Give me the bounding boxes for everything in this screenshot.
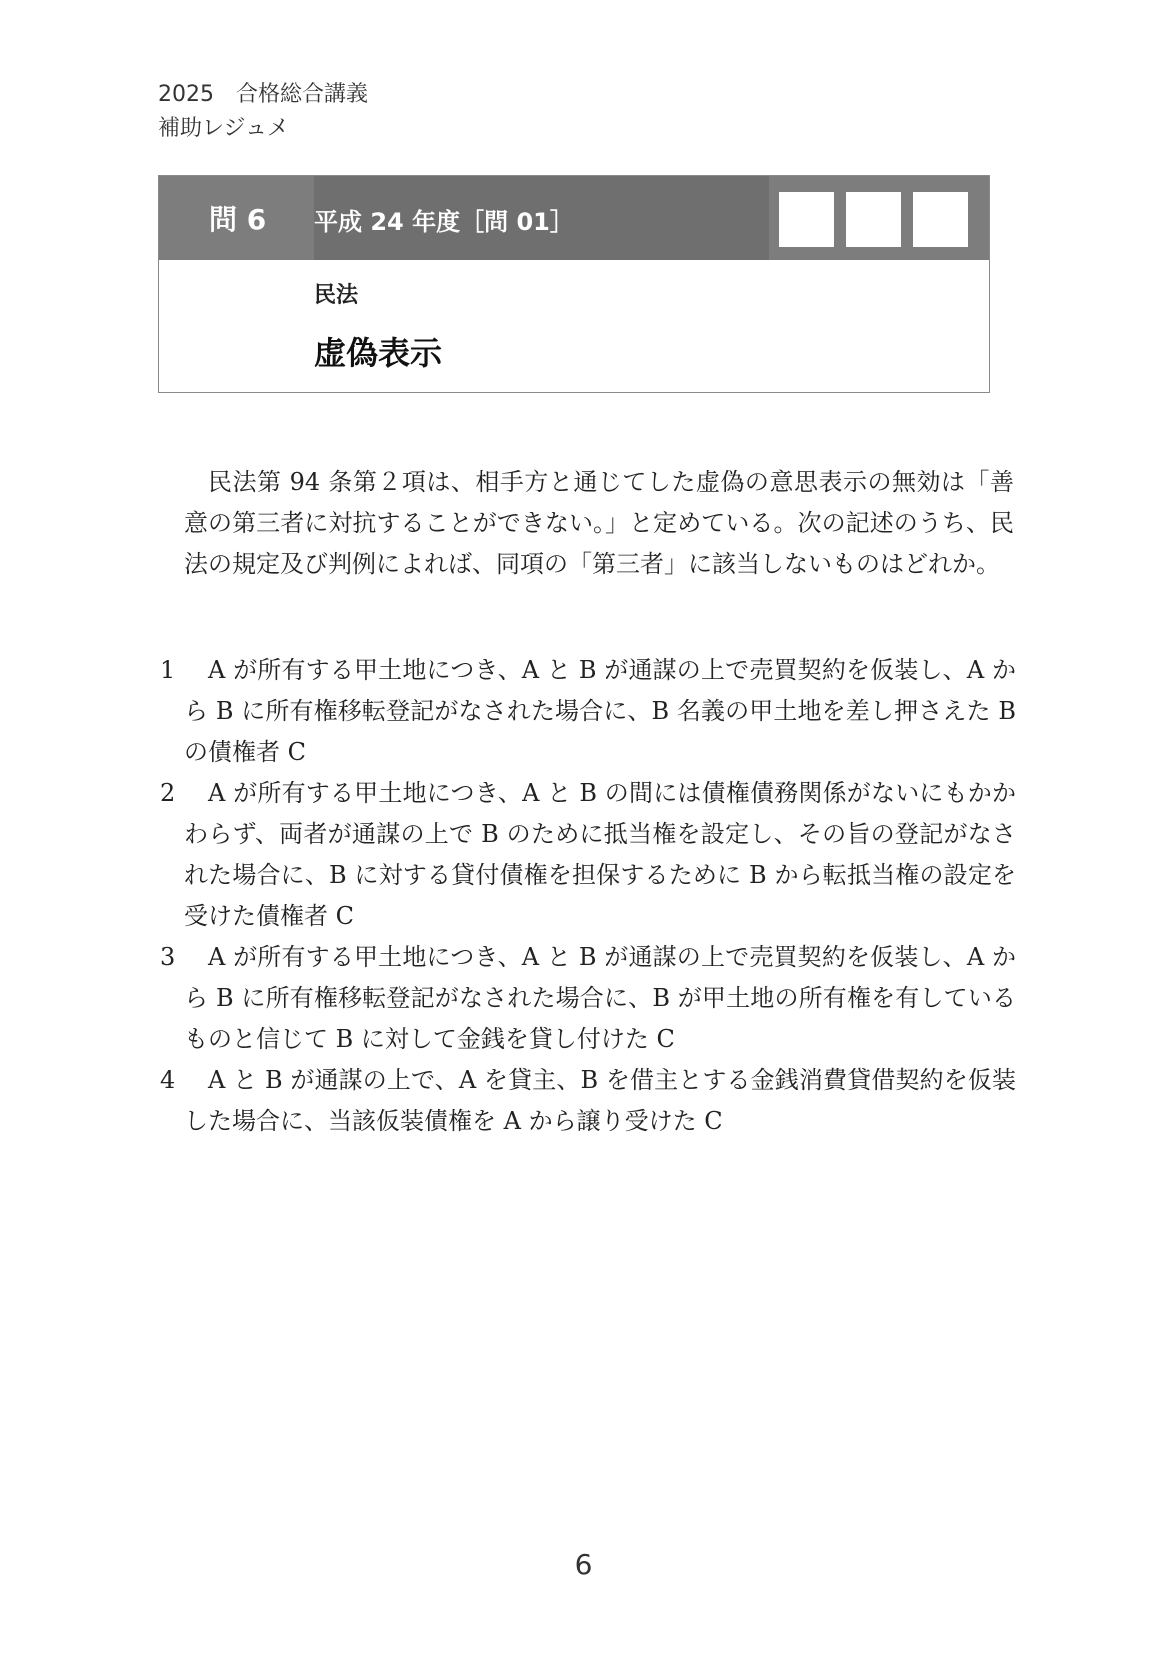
choice-3: [160, 937, 1016, 1060]
material-title: 補助レジュメ: [158, 116, 290, 141]
answer-choices: [160, 650, 1016, 1142]
choice-number: 2: [160, 779, 176, 807]
review-checkboxes: [779, 192, 968, 247]
choice-number: 4: [160, 1066, 176, 1094]
choice-text: A と B が通謀の上で、A を貸主、B を借主とする金銭消費貸借契約を仮装した場合に、当該仮装債権を A から譲り受けた C: [184, 1066, 1016, 1135]
course-title: 2025 合格総合講義: [158, 82, 368, 107]
choice-1: [160, 650, 1016, 773]
page-number: 6: [574, 1548, 593, 1581]
question-topic: 虚偽表示: [314, 334, 443, 372]
choice-2: [160, 773, 1016, 937]
choice-text: A が所有する甲土地につき、A と B の間には債権債務関係がないにもかかわらず、両者が通謀の上で B のために抵当権を設定し、その旨の登記がなされた場合に、B に対する貸付債権を担保するために B から転抵当権の設定を受けた債権者 C: [184, 779, 1016, 930]
review-checkbox-3[interactable]: [913, 192, 968, 247]
question-year: 平成 24 年度［問 01］: [314, 208, 574, 236]
choice-number: 1: [160, 656, 176, 684]
question-stem: 民法第 94 条第２項は、相手方と通じてした虚偽の意思表示の無効は「善意の第三者に対抗することができない。」と定めている。次の記述のうち、民法の規定及び判例によれば、同項の「第三者」に該当しないものはどれか。: [184, 468, 1014, 578]
choice-text: A が所有する甲土地につき、A と B が通謀の上で売買契約を仮装し、A から B に所有権移転登記がなされた場合に、B 名義の甲土地を差し押さえた B の債権者 C: [184, 656, 1016, 766]
question-header-band: [159, 176, 989, 260]
question-box: [158, 175, 990, 393]
running-header: [158, 78, 368, 146]
question-subject: 民法: [314, 283, 359, 308]
review-checkbox-2[interactable]: [846, 192, 901, 247]
review-checkbox-1[interactable]: [779, 192, 834, 247]
choice-text: A が所有する甲土地につき、A と B が通謀の上で売買契約を仮装し、A から B に所有権移転登記がなされた場合に、B が甲土地の所有権を有しているものと信じて B に対して金銭を貸し付けた C: [184, 943, 1016, 1053]
choice-4: [160, 1060, 1016, 1142]
question-number: 問 6: [209, 203, 267, 236]
choice-number: 3: [160, 943, 176, 971]
